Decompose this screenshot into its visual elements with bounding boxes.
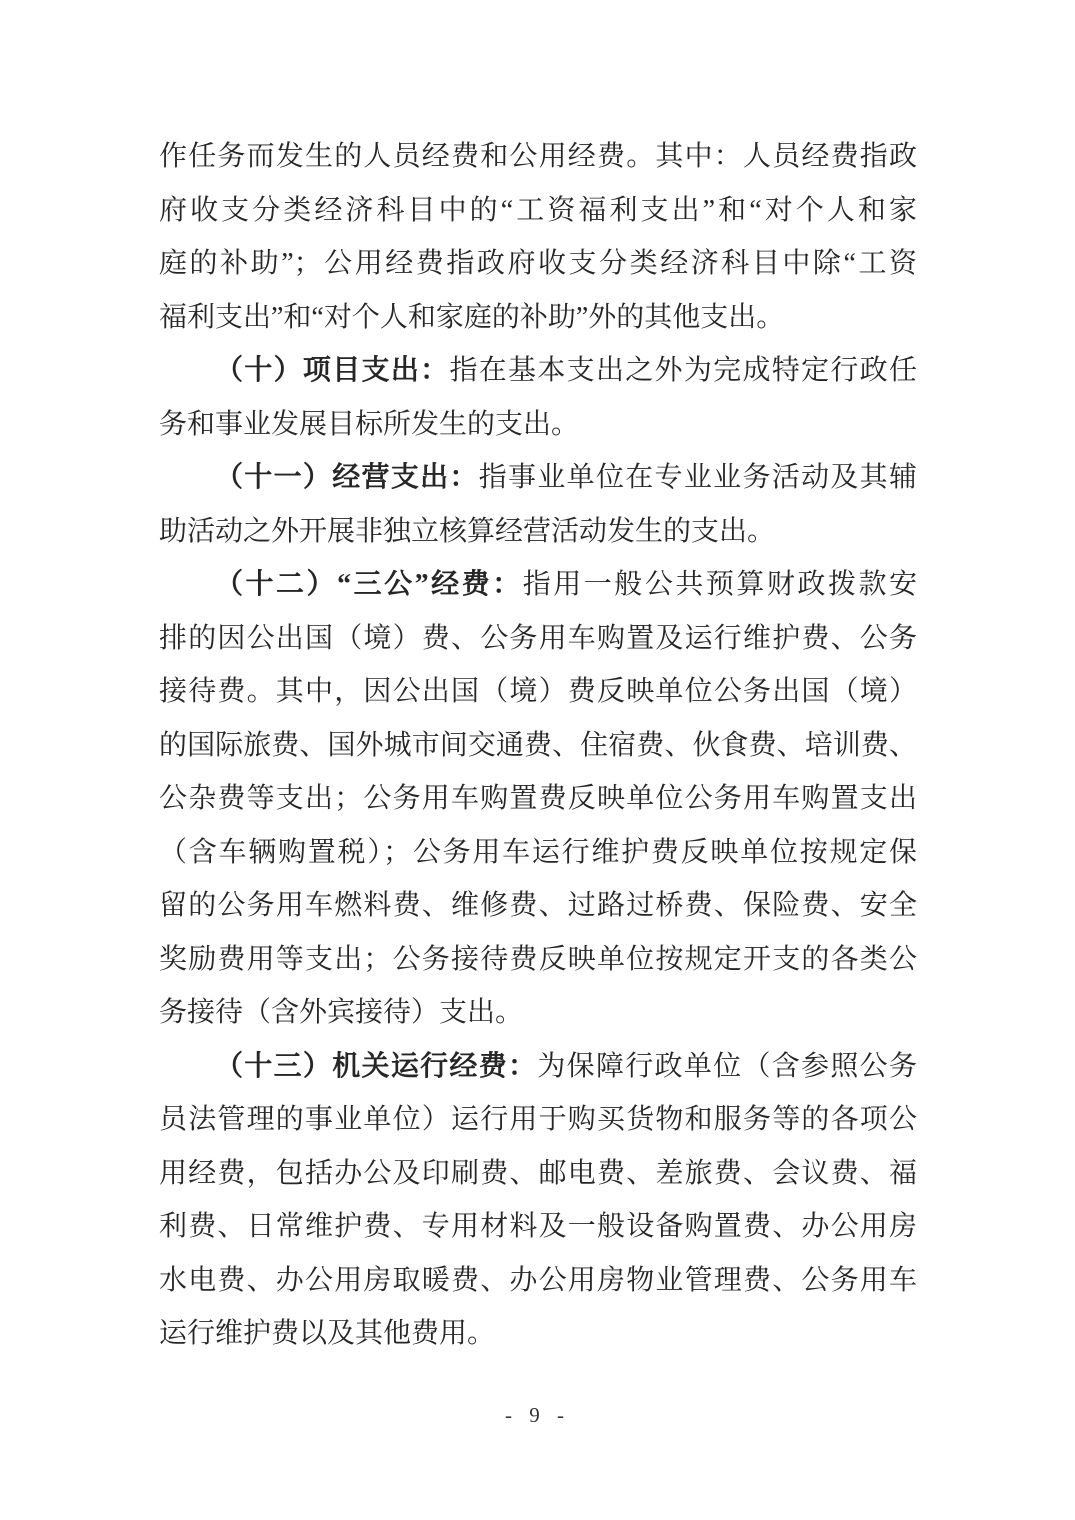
body-text: 留的公务用车燃料费、维修费、过路过桥费、保险费、安全 xyxy=(159,890,917,921)
body-text: 指用一般公共预算财政拨款安 xyxy=(522,569,917,600)
body-text: 庭的补助”；公用经费指政府收支分类经济科目中除“工资 xyxy=(159,248,917,279)
text-line xyxy=(159,879,917,933)
text-line xyxy=(159,451,917,505)
text-line xyxy=(159,184,917,238)
section-heading-text: （十一）经营支出： xyxy=(215,462,479,493)
text-line xyxy=(159,1040,917,1094)
body-text: 指在基本支出之外为完成特定行政任 xyxy=(449,355,917,386)
body-text: 助活动之外开展非独立核算经营活动发生的支出。 xyxy=(159,515,776,547)
body-text: 府收支分类经济科目中的“工资福利支出”和“对个人和家 xyxy=(159,194,917,226)
text-line xyxy=(159,558,917,612)
text-line xyxy=(159,986,917,1040)
text-line xyxy=(159,719,917,773)
body-text: （含车辆购置税）；公务用车运行维护费反映单位按规定保 xyxy=(159,836,917,868)
text-line xyxy=(159,933,917,987)
body-text: 务接待（含外宾接待）支出。 xyxy=(159,997,524,1028)
text-line xyxy=(159,344,917,398)
body-text: 的国际旅费、国外城市间交通费、住宿费、伙食费、培训费、 xyxy=(159,729,917,761)
text-line xyxy=(159,665,917,719)
body-text: 为保障行政单位（含参照公务 xyxy=(537,1050,917,1082)
text-line xyxy=(159,1254,917,1308)
body-text: 务和事业发展目标所发生的支出。 xyxy=(159,408,580,440)
text-line xyxy=(159,291,917,345)
body-text: 接待费。其中，因公出国（境）费反映单位公务出国（境） xyxy=(159,676,917,707)
text-line xyxy=(159,237,917,291)
body-text: 水电费、办公用房取暖费、办公用房物业管理费、公务用车 xyxy=(159,1264,917,1296)
body-text: 用经费，包括办公及印刷费、邮电费、差旅费、会议费、福 xyxy=(159,1157,917,1189)
body-text: 利费、日常维护费、专用材料及一般设备购置费、办公用房 xyxy=(159,1211,917,1242)
body-text: 指事业单位在专业业务活动及其辅 xyxy=(478,462,917,493)
text-line xyxy=(159,612,917,666)
body-text: 福利支出”和“对个人和家庭的补助”外的其他支出。 xyxy=(159,301,785,333)
text-line xyxy=(159,772,917,826)
text-line xyxy=(159,398,917,452)
text-line xyxy=(159,826,917,880)
text-line xyxy=(159,1307,917,1361)
section-heading-text: （十二）“三公”经费： xyxy=(215,569,523,600)
body-text: 员法管理的事业单位）运行用于购买货物和服务等的各项公 xyxy=(159,1104,917,1135)
page-number: - 9 - xyxy=(505,1403,570,1427)
text-line xyxy=(159,1093,917,1147)
document-body xyxy=(159,130,917,1361)
body-text: 奖励费用等支出；公务接待费反映单位按规定开支的各类公 xyxy=(159,943,917,975)
body-text: 排的因公出国（境）费、公务用车购置及运行维护费、公务 xyxy=(159,622,917,654)
body-text: 作任务而发生的人员经费和公用经费。其中：人员经费指政 xyxy=(159,141,917,172)
section-heading-text: （十三）机关运行经费： xyxy=(215,1050,538,1082)
body-text: 公杂费等支出；公务用车购置费反映单位公务用车购置支出 xyxy=(159,783,917,814)
section-heading-text: （十）项目支出： xyxy=(215,355,450,386)
text-line xyxy=(159,505,917,559)
text-line xyxy=(159,130,917,184)
text-line xyxy=(159,1200,917,1254)
text-line xyxy=(159,1147,917,1201)
body-text: 运行维护费以及其他费用。 xyxy=(159,1318,496,1349)
